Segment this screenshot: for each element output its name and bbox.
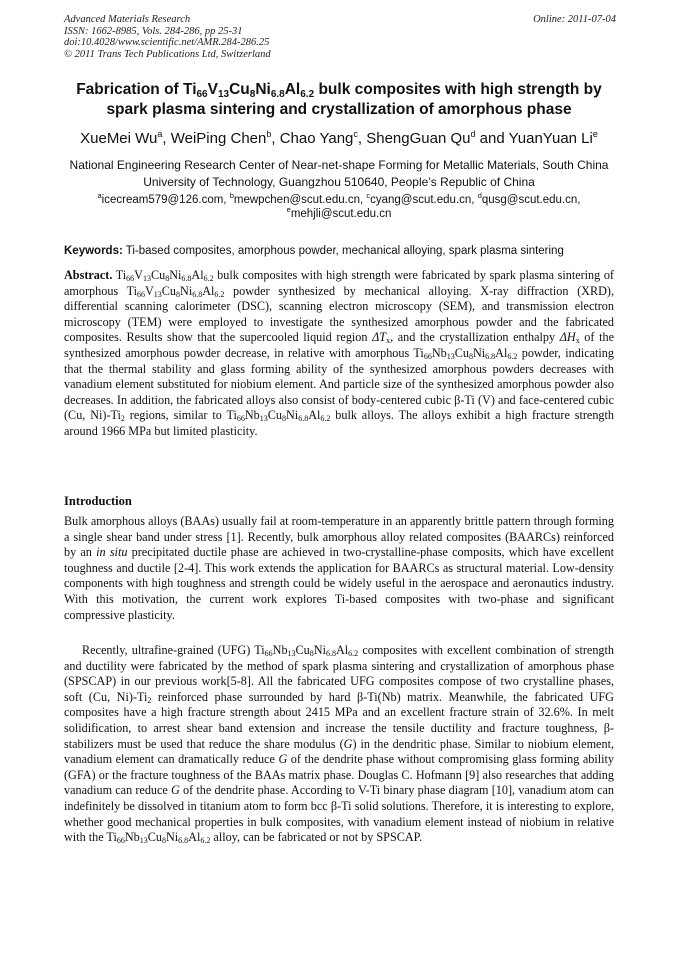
journal-header [64, 14, 616, 60]
email-link[interactable]: cyang@scut.edu.cn, [370, 194, 478, 206]
journal-name: Advanced Materials Research [64, 14, 191, 25]
keywords-text: Ti-based composites, amorphous powder, mechanical alloying, spark plasma sintering [122, 245, 564, 257]
keywords [64, 244, 624, 258]
paper-title: Fabrication of $Ti_{66}V_{13}Cu_8Ni_{6.8}Al_{6.2}$ bulk composites with high strength by spark plasma sintering and crystallization of amorphous phase [76, 81, 602, 118]
issn-line: ISSN: 1662-8985, Vols. 284-286, pp 25-31 [64, 25, 243, 37]
affiliation: National Engineering Research Center of Near-net-shape Forming for Metallic Materials, South China University of Technology, Guangzhou 510640, People’s Republic of China [69, 158, 609, 189]
email-link[interactable]: mewpchen@scut.edu.cn, [233, 194, 367, 206]
intro-paragraph-2: Recently, ultrafine-grained (UFG) $Ti_{66}Nb_{13}Cu_8Ni_{6.8}Al_{6.2}$ composites with excellent combination of strength and ductility were fabricated by the method of spark plasma sintering and crystallization of amorphous phase (SPSCAP) in our previous work[5-8]. All the fabricated UFG composites compose of two crystalline phases, soft (Cu, $Ni)-Ti_2$ reinforced phase surrounded by hard β-Ti(Nb) matrix. Meanwhile, the fabricated UFG composites have a high fracture strength about 2415 MPa and an excellent fracture strain of 32.6%. In melt solidification, to arrest shear band extension and increase the tensile ductility and fracture toughness, β-stabilizers must be used that reduce the share modulus (G) in the dendritic phase. Similar to niobium element, vanadium element can dramatically reduce G of the dendrite phase without compromising glass forming ability (GFA) or the fracture toughness of the BAAs matrix phase. Douglas C. Hofmann [9] also researches that adding vanadium can reduce G of the dendrite phase. According to V-Ti binary phase diagram [10], vanadium atom can indefinitely be dissolved in titanium atom to form bcc β-Ti solid solutions. Therefore, it is interesting to explore, whether good mechanical properties in bulk composites, with vanadium element instead of niobium in relative with the $Ti_{66}Nb_{13}Cu_8Ni_{6.8}Al_{6.2}$ alloy, can be fabricated or not by SPSCAP. [64, 643, 614, 846]
online-date: Online: 2011-07-04 [533, 14, 616, 25]
doi-line: doi:10.4028/www.scientific.net/AMR.284-286.25 [64, 37, 270, 48]
email-link[interactable]: mehjli@scut.edu.cn [290, 208, 392, 220]
intro-paragraph-1: Bulk amorphous alloys (BAAs) usually fail at room-temperature in an apparently brittle pattern through forming a single shear band under stress [1]. Recently, bulk amorphous alloy related composites (BAARCs) reinforced by an in situ precipitated ductile phase are achieved in two-crystalline-phase composits, which have excellent toughness and ductile [2-4]. This work extends the application for BAARCs as structural material. Low-density components with high toughness and strength could be widely useful in the aerospace and aeronautics industry. With this motivation, the current work explores Ti-based composites with two-phase and significant compressive plasticity. [64, 514, 615, 622]
abstract-label: Abstract. [64, 268, 113, 282]
copyright-line: © 2011 Trans Tech Publications Ltd, Switzerland [64, 48, 271, 60]
title-line-2: spark plasma sintering and crystallization of amorphous phase [106, 101, 572, 118]
email-link[interactable]: qusg@scut.edu.cn, [481, 194, 581, 206]
author-list: XueMei Wu$^a$, WeiPing Chen$^b$, Chao Yang$^c$, ShengGuan Qu$^d$ and YuanYuan Li$^e$ [80, 129, 598, 147]
author-emails: $^a$icecream579@126.com, $^b$mewpchen@scut.edu.cn, $^c$cyang@scut.edu.cn, $^d$qusg@scut.edu.cn, $^e$mehjli@scut.edu.cn [97, 191, 581, 220]
abstract: Abstract. $Ti_{66}V_{13}Cu_8Ni_{6.8}Al_{6.2}$ bulk composites with high strength were fabricated by spark plasma sintering of amorphous $Ti_{66}V_{13}Cu_8Ni_{6.8}Al_{6.2}$ powder synthesized by mechanical alloying. X-ray diffraction (XRD), differential scanning calorimeter (DSC), scanning electron microscopy (SEM), and transmission electron microscopy (TEM) were employed to investigate the synthesized amorphous powder and the fabricated composites. Results show that the supercooled liquid region $\Delta T_x$, and the crystallization enthalpy $\Delta H_x$ of the synthesized amorphous powder decrease, in relative with amorphous $Ti_{66}Nb_{13}Cu_8Ni_{6.8}Al_{6.2}$ powder, indicating that the thermal stability and glass forming ability of the synthesized amorphous powders decreases with vanadium element substituted for niobium element. And particle size of the synthesized amorphous powder also decreases. In addition, the fabricated alloys also consist of body-centered cubic β-Ti (V) and face-centered cubic (Cu, $Ni)-Ti_2$ regions, similar to $Ti_{66}Nb_{13}Cu_8Ni_{6.8}Al_{6.2}$ bulk alloys. The alloys exhibit a high fracture strength around 1966 MPa but limited plasticity. [64, 268, 614, 438]
introduction-heading: Introduction [64, 494, 132, 508]
keywords-label: Keywords: [64, 245, 123, 257]
email-link[interactable]: icecream579@126.com, [101, 194, 230, 206]
